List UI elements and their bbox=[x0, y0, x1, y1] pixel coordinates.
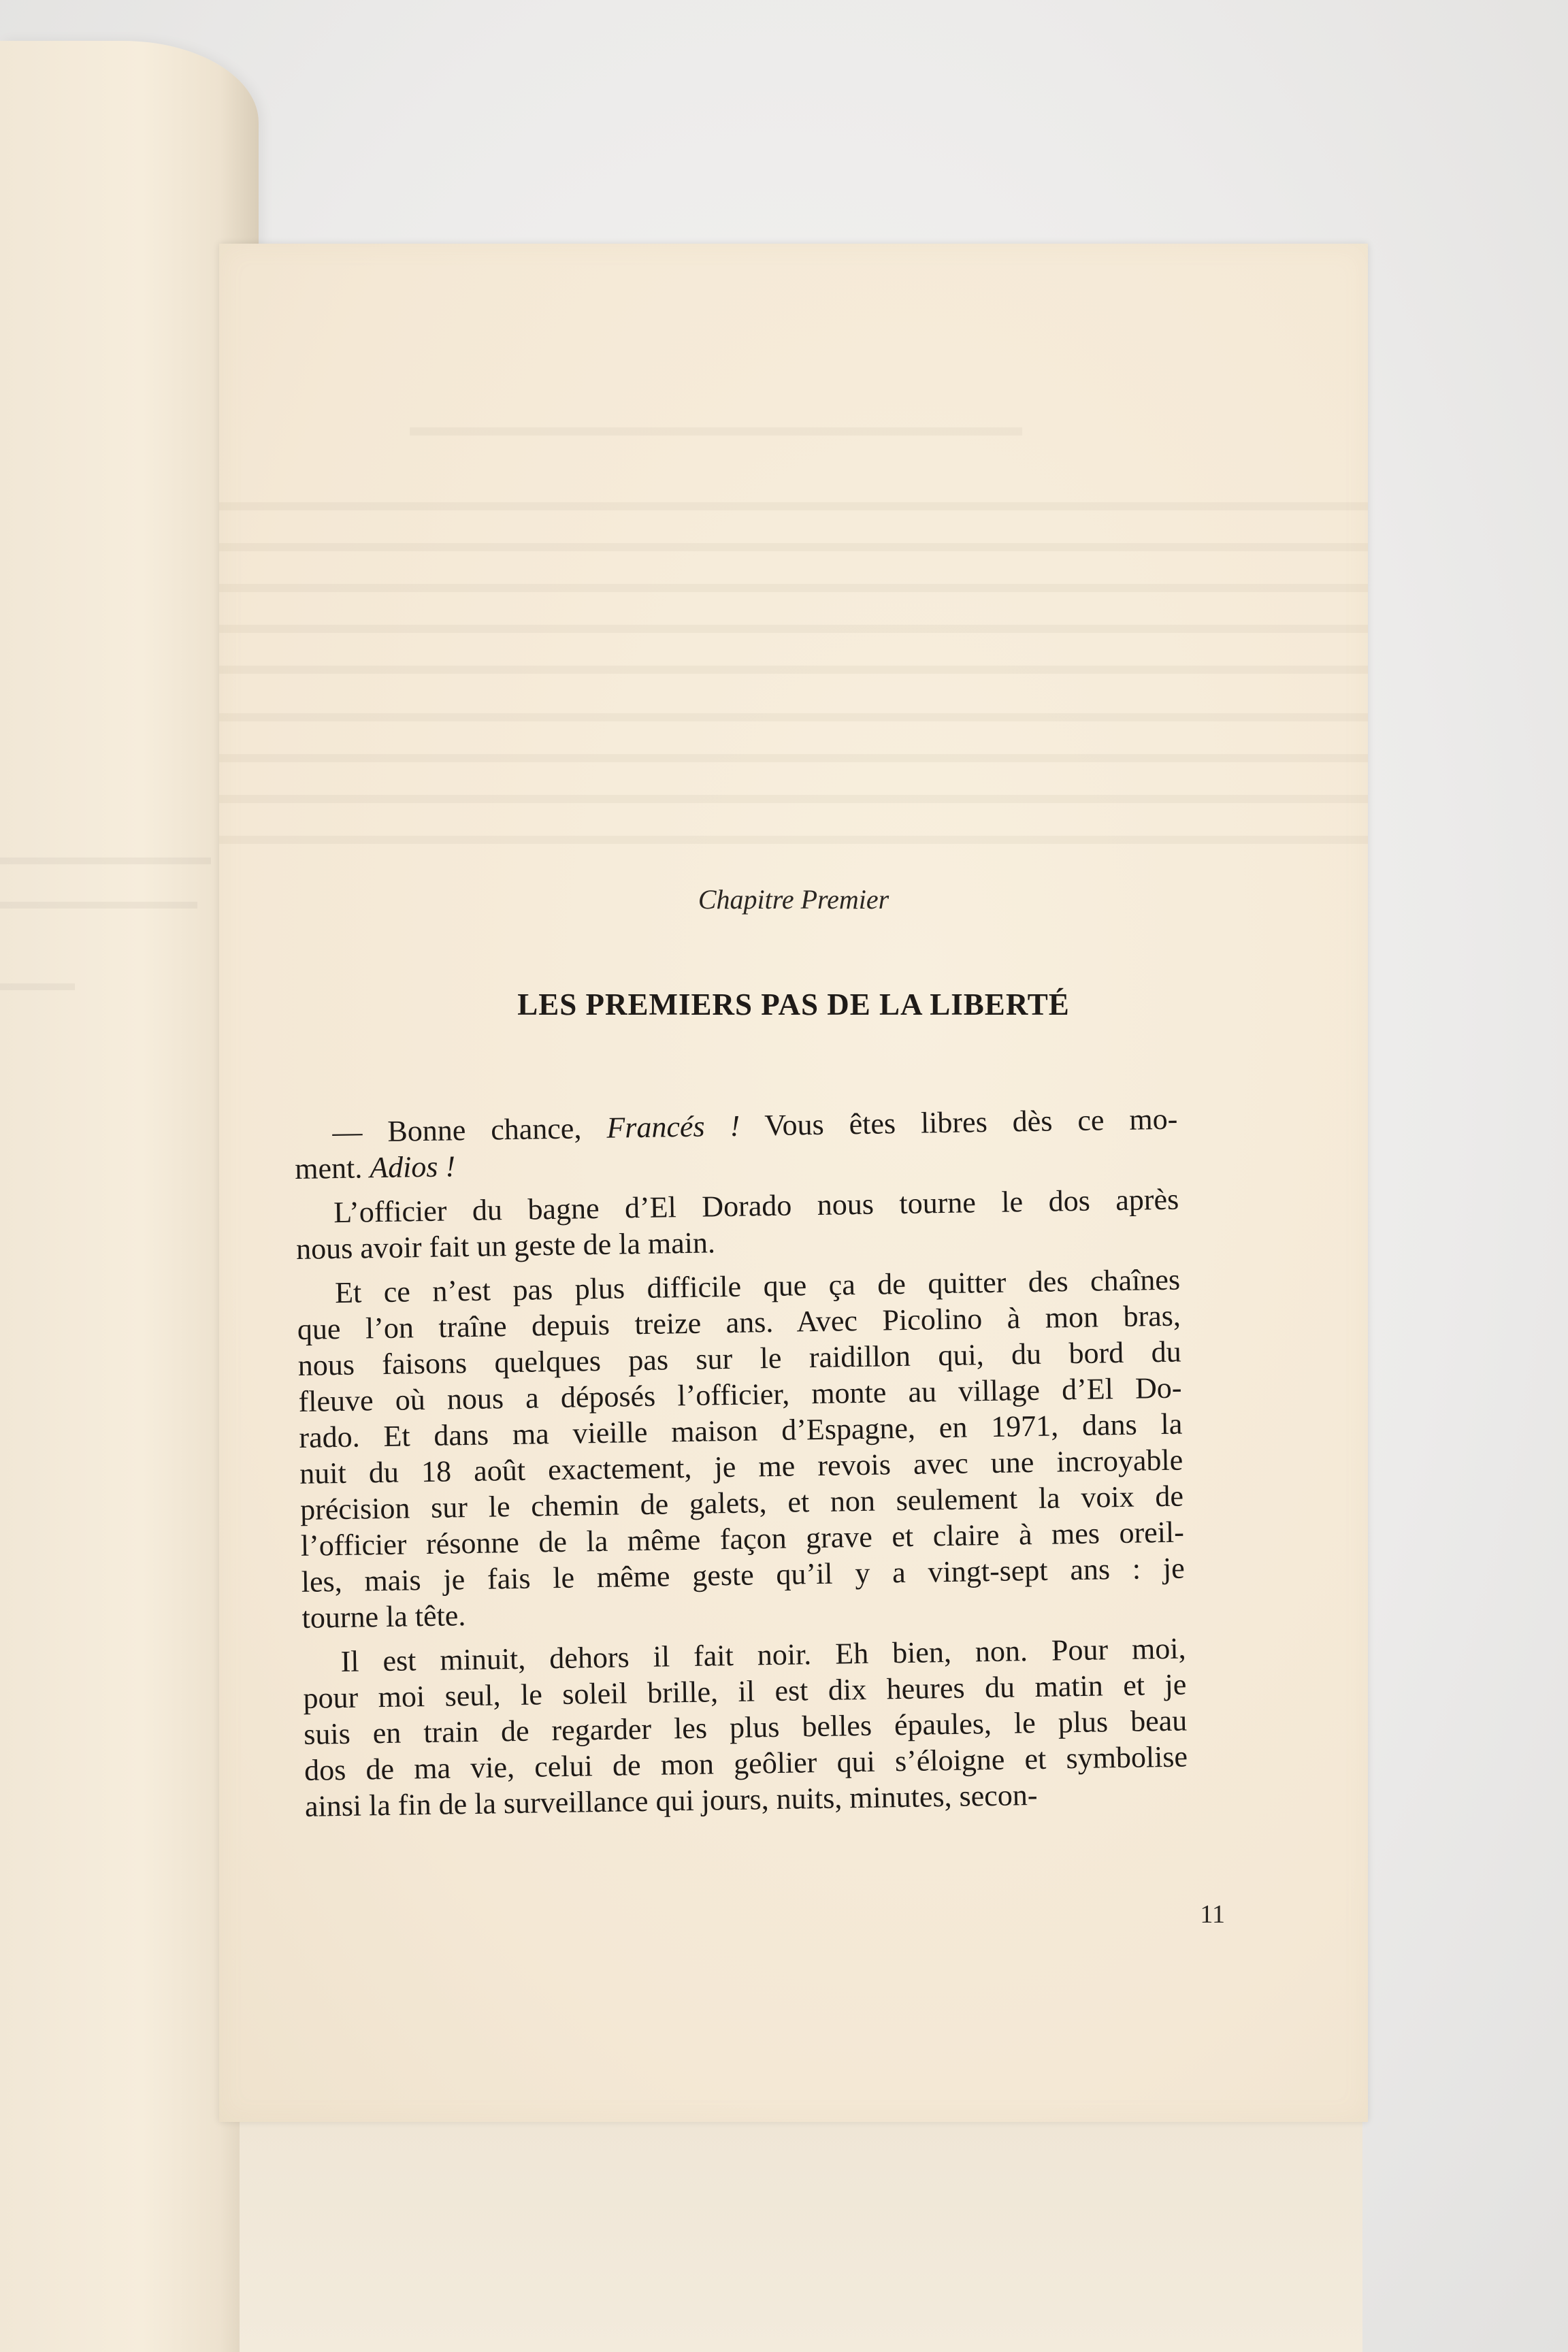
chapter-title: LES PREMIERS PAS DE LA LIBERTÉ bbox=[517, 987, 1070, 1022]
text-run: que l’on traîne depuis treize ans. Avec Picolino à mon bras, bbox=[297, 1298, 1181, 1346]
text-run: nous avoir fait un geste de la main. bbox=[295, 1226, 716, 1266]
italic-text: Francés ! bbox=[606, 1109, 740, 1145]
book-page bbox=[219, 244, 1368, 2122]
text-run: pour moi seul, le soleil brille, il est dix heures du matin et je bbox=[303, 1667, 1187, 1715]
text-run: Vous êtes libres dès ce mo- bbox=[739, 1102, 1178, 1143]
show-through-line bbox=[0, 902, 197, 909]
show-through-line bbox=[219, 836, 1368, 844]
text-run: Il est minuit, dehors il fait noir. Eh bien, non. Pour moi, bbox=[340, 1631, 1186, 1679]
text-run: rado. Et dans ma vieille maison d’Espagne, en 1971, dans la bbox=[299, 1407, 1183, 1454]
show-through-line bbox=[219, 625, 1368, 633]
chapter-label: Chapitre Premier bbox=[698, 884, 889, 915]
show-through-line bbox=[219, 666, 1368, 674]
show-through-line bbox=[219, 502, 1368, 510]
show-through-line bbox=[219, 795, 1368, 803]
show-through-line bbox=[219, 713, 1368, 721]
show-through-line bbox=[219, 754, 1368, 762]
show-through-line bbox=[0, 858, 211, 864]
text-run: — Bonne chance, bbox=[332, 1111, 607, 1149]
show-through-line bbox=[219, 543, 1368, 551]
text-run: précision sur le chemin de galets, et non seulement la voix de bbox=[299, 1479, 1184, 1526]
text-run: ment. bbox=[294, 1151, 370, 1186]
text-run: tourne la tête. bbox=[301, 1599, 466, 1635]
text-run: les, mais je fais le même geste qu’il y a vingt-sept ans : je bbox=[301, 1551, 1186, 1599]
underlying-page bbox=[240, 2117, 1362, 2352]
text-run: L’officier du bagne d’El Dorado nous tourne le dos après bbox=[333, 1182, 1179, 1230]
text-run: ainsi la fin de la surveillance qui jours, nuits, minutes, secon- bbox=[304, 1778, 1038, 1823]
show-through-line bbox=[219, 584, 1368, 592]
show-through-line bbox=[410, 427, 1022, 436]
text-run: Et ce n’est pas plus difficile que ça de quitter des chaînes bbox=[334, 1262, 1181, 1310]
text-run: l’officier résonne de la même façon grave et claire à mes oreil- bbox=[300, 1515, 1185, 1563]
page-number: 11 bbox=[1200, 1900, 1225, 1929]
show-through-line bbox=[0, 983, 75, 990]
text-run: suis en train de regarder les plus belles épaules, le plus beau bbox=[303, 1703, 1188, 1751]
text-run: nous faisons quelques pas sur le raidillon qui, du bord du bbox=[297, 1335, 1182, 1382]
body-text bbox=[294, 1101, 1188, 1825]
text-run: fleuve où nous a déposés l’officier, monte au village d’El Do- bbox=[298, 1371, 1182, 1418]
text-run: nuit du 18 août exactement, je me revois avec une incroyable bbox=[299, 1443, 1183, 1490]
italic-text: Adios ! bbox=[369, 1149, 456, 1185]
text-run: dos de ma vie, celui de mon geôlier qui s’éloigne et symbolise bbox=[304, 1740, 1188, 1787]
